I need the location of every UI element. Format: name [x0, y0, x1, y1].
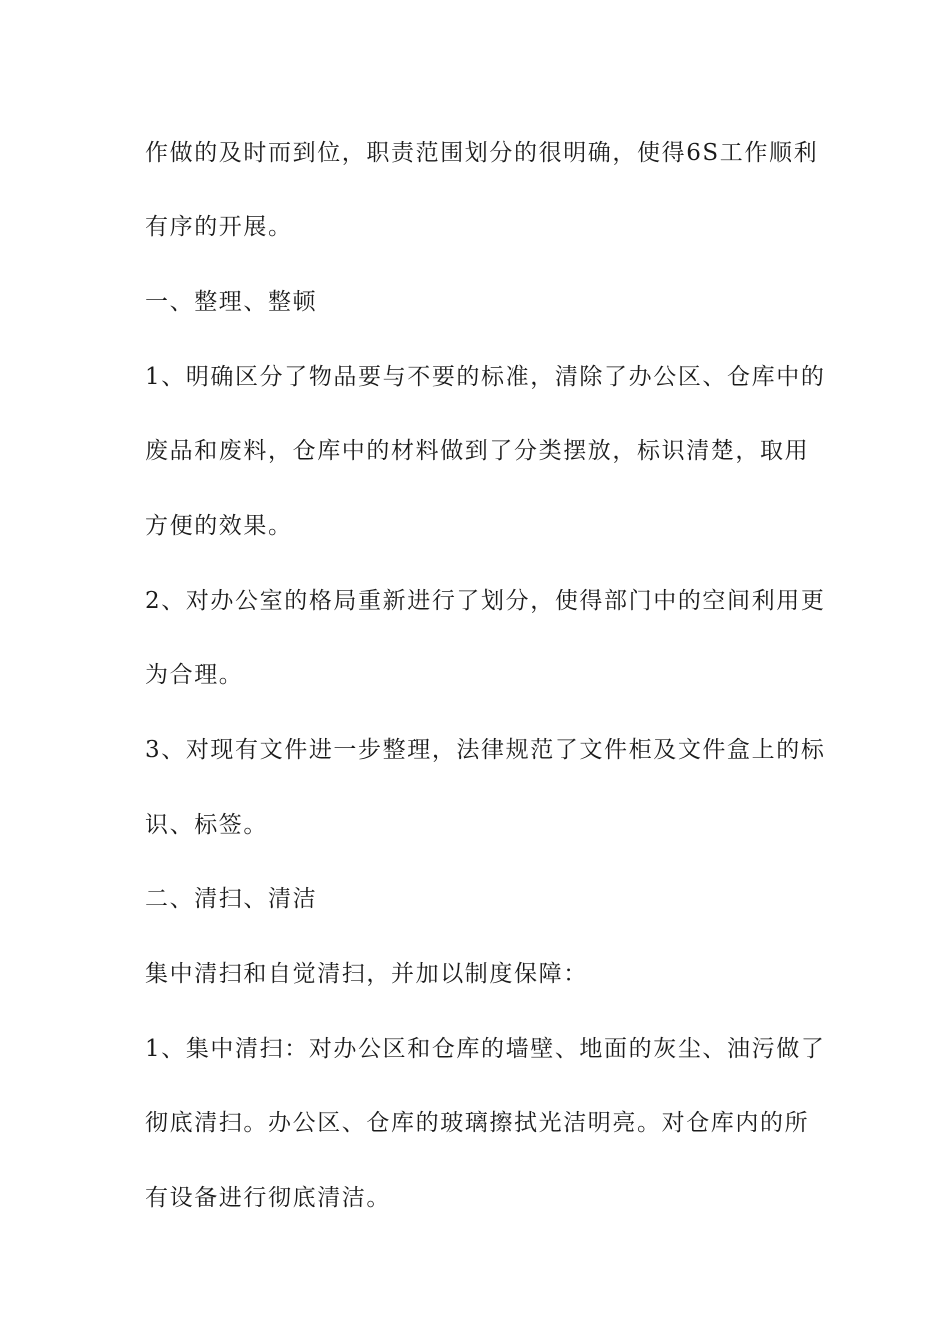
paragraph-line: 识、标签。 — [145, 812, 268, 838]
paragraph-line: 有序的开展。 — [145, 214, 293, 240]
paragraph-line: 集中清扫和自觉清扫，并加以制度保障： — [145, 961, 588, 987]
paragraph-line: 3、对现有文件进一步整理，法律规范了文件柜及文件盒上的标 — [145, 737, 826, 763]
paragraph-line: 作做的及时而到位，职责范围划分的很明确，使得6S工作顺利 — [145, 140, 819, 166]
section-heading: 一、整理、整顿 — [145, 289, 318, 315]
paragraph-line: 2、对办公室的格局重新进行了划分，使得部门中的空间利用更 — [145, 588, 826, 614]
paragraph-line: 彻底清扫。办公区、仓库的玻璃擦拭光洁明亮。对仓库内的所 — [145, 1110, 810, 1136]
paragraph-line: 方便的效果。 — [145, 513, 293, 539]
paragraph-line: 为合理。 — [145, 662, 244, 688]
paragraph-line: 1、集中清扫：对办公区和仓库的墙壁、地面的灰尘、油污做了 — [145, 1036, 826, 1062]
paragraph-line: 1、明确区分了物品要与不要的标准，清除了办公区、仓库中的 — [145, 364, 826, 390]
paragraph-line: 有设备进行彻底清洁。 — [145, 1185, 391, 1211]
paragraph-line: 废品和废料，仓库中的材料做到了分类摆放，标识清楚，取用 — [145, 438, 810, 464]
section-heading: 二、清扫、清洁 — [145, 886, 318, 912]
